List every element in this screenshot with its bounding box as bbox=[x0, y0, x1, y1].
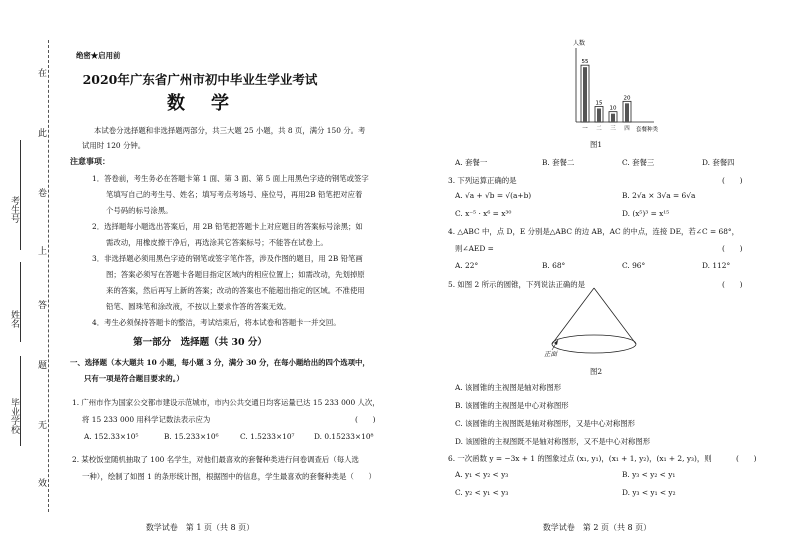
q1-text: 将 15 233 000 用科学记数法表示应为 bbox=[82, 415, 211, 424]
front-view-label: 正面 bbox=[544, 350, 557, 358]
candidate-number-label: 考生号 bbox=[9, 196, 19, 223]
q5-answer-blank: ( ) bbox=[722, 280, 743, 289]
bar-fill bbox=[583, 67, 587, 122]
q4-option-b: B. 68° bbox=[542, 261, 566, 270]
notice-line: 图；答案必须写在答题卡各题目指定区域内的相应位置上；如需改动，先划掉原 bbox=[106, 270, 365, 279]
q6-option-d: D. y₃ < y₁ < y₂ bbox=[622, 488, 676, 497]
q5-text: 5. 如图 2 所示的圆锥，下列说法正确的是 bbox=[448, 280, 586, 289]
q4-answer-blank: ( ) bbox=[722, 244, 743, 253]
notice-line: 4．考生必须保持答题卡的整洁，考试结束后，将本试卷和答题卡一并交回。 bbox=[92, 318, 341, 327]
data-label: 20 bbox=[623, 95, 631, 102]
candidate-number-line bbox=[20, 140, 21, 250]
q2-option-c: C. 套餐三 bbox=[622, 158, 655, 167]
exam-page-2 bbox=[400, 0, 794, 560]
q2-text: 一种），绘制了如图 1 的条形统计图，根据图中的信息，学生最喜欢的套餐种类是（ ） bbox=[82, 472, 376, 481]
q1-option-a: A. 152.33×10⁵ bbox=[84, 432, 139, 441]
q3-option-a: A. √a + √b = √(a+b) bbox=[455, 191, 532, 200]
name-line bbox=[20, 262, 21, 342]
q4-text: 4. △ABC 中，点 D，E 分别是△ABC 的边 AB，AC 的中点，连接 DE，若∠C = 68°， bbox=[448, 227, 739, 236]
q3-option-b: B. 2√a × 3√a = 6√a bbox=[622, 191, 696, 200]
notice-line: 个号码的标号涂黑。 bbox=[106, 206, 173, 215]
data-label: 10 bbox=[609, 105, 617, 112]
q5-option-d: D. 该圆锥的主视图既不是轴对称图形，又不是中心对称图形 bbox=[455, 437, 651, 446]
part1-title: 第一部分 选择题（共 30 分） bbox=[133, 337, 267, 348]
q2-option-b: B. 套餐二 bbox=[542, 158, 575, 167]
q4-option-c: C. 96° bbox=[622, 261, 646, 270]
name-label: 姓名 bbox=[9, 310, 19, 328]
margin-char: 效 bbox=[38, 479, 48, 489]
page-footer: 数学试卷 第 1 页（共 8 页） bbox=[145, 523, 255, 532]
margin-char: 答 bbox=[38, 301, 48, 311]
q6-answer-blank: ( ) bbox=[736, 454, 757, 463]
cone-edge-right bbox=[594, 288, 636, 344]
q3-option-d: D. (x⁵)³ = x¹⁵ bbox=[622, 209, 670, 218]
margin-char: 卷 bbox=[38, 189, 48, 199]
q1-answer-blank: ( ) bbox=[355, 415, 376, 424]
notice-line: 2．选择题每小题选出答案后，用 2B 铅笔把答题卡上对应题目的答案标号涂黑；如 bbox=[92, 222, 363, 231]
notice-line: 铅笔、圆珠笔和涂改液，不按以上要求作答的答案无效。 bbox=[106, 302, 291, 311]
intro-line: 试用时 120 分钟。 bbox=[82, 141, 146, 150]
q6-text: 6. 一次函数 y = −3x + 1 的图象过点 (x₁, y₁)，(x₁ + 1, y₂)，(x₁ + 2, y₃)，则 bbox=[448, 454, 712, 463]
data-label: 15 bbox=[595, 100, 603, 107]
margin-char: 此 bbox=[38, 129, 48, 139]
page-footer: 数学试卷 第 2 页（共 8 页） bbox=[542, 523, 652, 532]
q3-answer-blank: ( ) bbox=[722, 176, 743, 185]
q3-text: 3. 下列运算正确的是 bbox=[448, 176, 517, 185]
notice-line: 来的答案，然后再写上新的答案；改动的答案也不能超出指定的区域。不准使用 bbox=[106, 286, 365, 295]
exam-title: 2020年广东省广州市初中毕业生学业考试 bbox=[82, 72, 318, 87]
q1-option-c: C. 1.5233×10⁷ bbox=[240, 432, 295, 441]
figure2-caption: 图2 bbox=[590, 367, 603, 376]
section1-heading: 一、选择题（本大题共 10 小题，每小题 3 分，满分 30 分，在每小题给出的四个选项中， bbox=[70, 358, 370, 367]
notice-line: 笔填写自己的考生号、姓名；填写考点考场号、座位号，再用2B 铅笔把对应着 bbox=[106, 190, 363, 199]
tick-label: 三 bbox=[610, 126, 616, 132]
margin-char: 无 bbox=[38, 421, 48, 431]
q6-option-a: A. y₁ < y₂ < y₃ bbox=[455, 470, 509, 479]
notice-line: 1．答卷前，考生务必在答题卡第 1 面、第 3 面、第 5 面上用黑色字迹的钢笔或签字 bbox=[92, 174, 369, 183]
intro-line: 本试卷分选择题和非选择题两部分，共三大题 25 小题，共 8 页，满分 150 分。考 bbox=[94, 126, 366, 135]
q4-text: 则∠AED = bbox=[455, 244, 494, 253]
q1-option-b: B. 15.233×10⁶ bbox=[164, 432, 219, 441]
q5-option-b: B. 该圆锥的主视图是中心对称图形 bbox=[455, 401, 569, 410]
q4-option-d: D. 112° bbox=[702, 261, 731, 270]
q3-option-c: C. x⁻⁵ · x⁶ = x³⁰ bbox=[455, 209, 512, 218]
x-axis-label: 套餐种类 bbox=[636, 127, 659, 133]
q2-option-a: A. 套餐一 bbox=[455, 158, 488, 167]
section1-heading: 只有一项是符合题目要求的。） bbox=[84, 374, 184, 383]
cone-figure bbox=[400, 282, 794, 362]
q5-option-c: C. 该圆锥的主视图既是轴对称图形，又是中心对称图形 bbox=[455, 419, 636, 428]
q4-option-a: A. 22° bbox=[455, 261, 479, 270]
q6-option-c: C. y₂ < y₁ < y₃ bbox=[455, 488, 509, 497]
notice-line: 需改动，用橡皮擦干净后，再选涂其它答案标号；不能答在试卷上。 bbox=[106, 238, 328, 247]
tick-label: 四 bbox=[624, 126, 630, 132]
bar-fill bbox=[611, 114, 615, 122]
tick-label: 一 bbox=[582, 126, 588, 132]
data-label: 55 bbox=[581, 59, 589, 66]
q1-option-d: D. 0.15233×10⁸ bbox=[314, 432, 374, 441]
notice-line: 3．非选择题必须用黑色字迹的钢笔或签字笔作答，涉及作图的题目，用 2B 铅笔画 bbox=[92, 254, 363, 263]
margin-char: 在 bbox=[38, 69, 48, 79]
q6-option-b: B. y₃ < y₂ < y₁ bbox=[622, 470, 676, 479]
tick-label: 二 bbox=[596, 126, 602, 132]
figure1-caption: 图1 bbox=[590, 140, 603, 149]
subject-title: 数 学 bbox=[167, 93, 233, 114]
q5-option-a: A. 该圆锥的主视图是轴对称图形 bbox=[455, 383, 562, 392]
school-label: 毕业学校 bbox=[9, 398, 19, 434]
bar-fill bbox=[625, 103, 629, 122]
q2-option-d: D. 套餐四 bbox=[702, 158, 735, 167]
cone-edge-left bbox=[552, 288, 594, 344]
cone-base bbox=[552, 335, 636, 353]
y-axis-label: 人数 bbox=[573, 40, 586, 47]
q2-text: 2. 某校饭堂随机抽取了 100 名学生，对他们最喜欢的套餐种类进行问卷调查后（每人选 bbox=[72, 455, 359, 464]
margin-char: 题 bbox=[38, 361, 48, 371]
bar-fill bbox=[597, 109, 601, 123]
secret-mark: 绝密★启用前 bbox=[76, 51, 121, 60]
bar-chart bbox=[400, 0, 794, 150]
notice-title: 注意事项： bbox=[70, 156, 110, 166]
q1-text: 1. 广州市作为国家公交都市建设示范城市，市内公共交通日均客运量已达 15 233 000 人次， bbox=[72, 398, 380, 407]
margin-char: 上 bbox=[38, 247, 48, 257]
